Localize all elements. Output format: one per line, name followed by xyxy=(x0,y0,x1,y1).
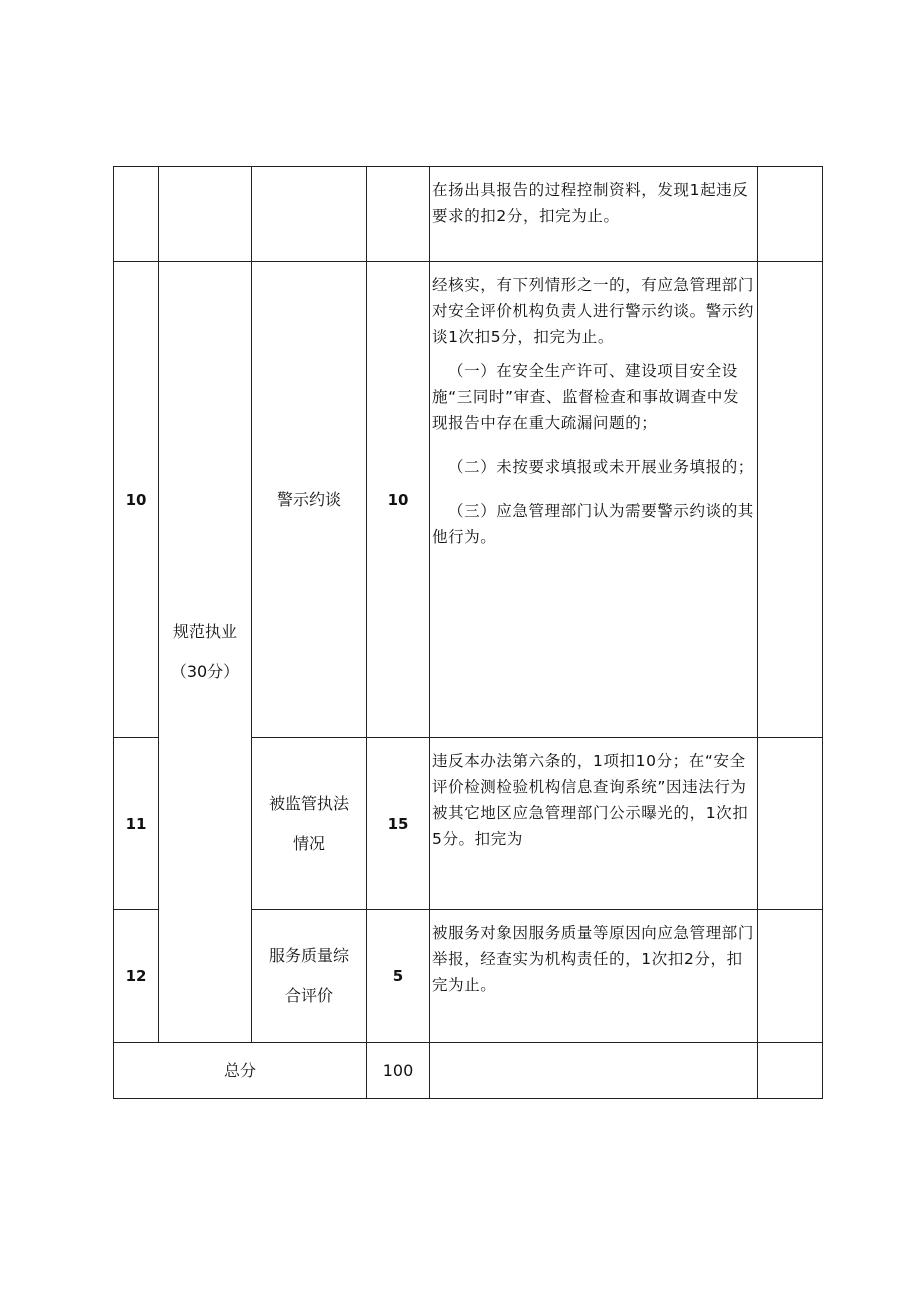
score-cell: 10 xyxy=(367,262,430,738)
criteria-cell xyxy=(430,167,758,262)
score-cell: 5 xyxy=(367,910,430,1043)
criteria-clause: （二）未按要求填报或未开展业务填报的； xyxy=(448,458,754,476)
item-label-line: 被监管执法 xyxy=(268,793,349,813)
item-cell xyxy=(252,738,367,910)
row-number-cell: 11 xyxy=(114,738,159,910)
row-number-cell: 10 xyxy=(114,262,159,738)
score-cell: 15 xyxy=(367,738,430,910)
remarks-cell xyxy=(758,738,823,910)
total-label: 总分 xyxy=(114,1043,367,1099)
category-name: 规范执业 xyxy=(172,622,237,641)
item-label xyxy=(269,784,349,864)
criteria-clause: （一）在安全生产许可、建设项目安全设施“三同时”审查、监督检查和事故调查中发现报告中存在重大疏漏问题的； xyxy=(432,362,740,432)
score-cell xyxy=(367,167,430,262)
criteria-cell xyxy=(430,738,758,910)
criteria-cell xyxy=(430,262,758,738)
criteria-text: 违反本办法第六条的，1项扣10分；在“安全评价检测检验机构信息查询系统”因违法行为被其它地区应急管理部门公示曝光的，1次扣5分。扣完为 xyxy=(432,752,749,848)
category-points: （30分） xyxy=(170,662,240,681)
item-cell xyxy=(252,910,367,1043)
criteria-text: 被服务对象因服务质量等原因向应急管理部门举报，经查实为机构责任的，1次扣2分，扣完为止。 xyxy=(432,924,755,994)
scoring-table xyxy=(113,166,823,1099)
criteria-clause: （三）应急管理部门认为需要警示约谈的其他行为。 xyxy=(432,502,754,546)
category-label xyxy=(171,612,239,692)
table-row xyxy=(114,167,823,262)
item-label xyxy=(269,936,349,1016)
category-cell xyxy=(159,167,252,262)
remarks-cell xyxy=(758,262,823,738)
total-row xyxy=(114,1043,823,1099)
item-cell xyxy=(252,167,367,262)
item-label-line: 服务质量综 xyxy=(268,946,349,965)
table-row xyxy=(114,262,823,738)
criteria-intro: 经核实，有下列情形之一的，有应急管理部门对安全评价机构负责人进行警示约谈。警示约谈1次扣5分，扣完为止。 xyxy=(432,276,755,346)
total-score: 100 xyxy=(367,1043,430,1099)
criteria-cell xyxy=(430,910,758,1043)
remarks-cell xyxy=(758,1043,823,1099)
criteria-text: 在扬出具报告的过程控制资料，发现1起违反要求的扣2分，扣完为止。 xyxy=(432,181,749,225)
criteria-cell xyxy=(430,1043,758,1099)
row-number-cell: 12 xyxy=(114,910,159,1043)
remarks-cell xyxy=(758,167,823,262)
item-label-line: 情况 xyxy=(292,833,325,853)
item-label-line: 合评价 xyxy=(284,986,333,1005)
row-number-cell xyxy=(114,167,159,262)
category-cell xyxy=(159,262,252,1043)
remarks-cell xyxy=(758,910,823,1043)
item-cell: 警示约谈 xyxy=(252,262,367,738)
